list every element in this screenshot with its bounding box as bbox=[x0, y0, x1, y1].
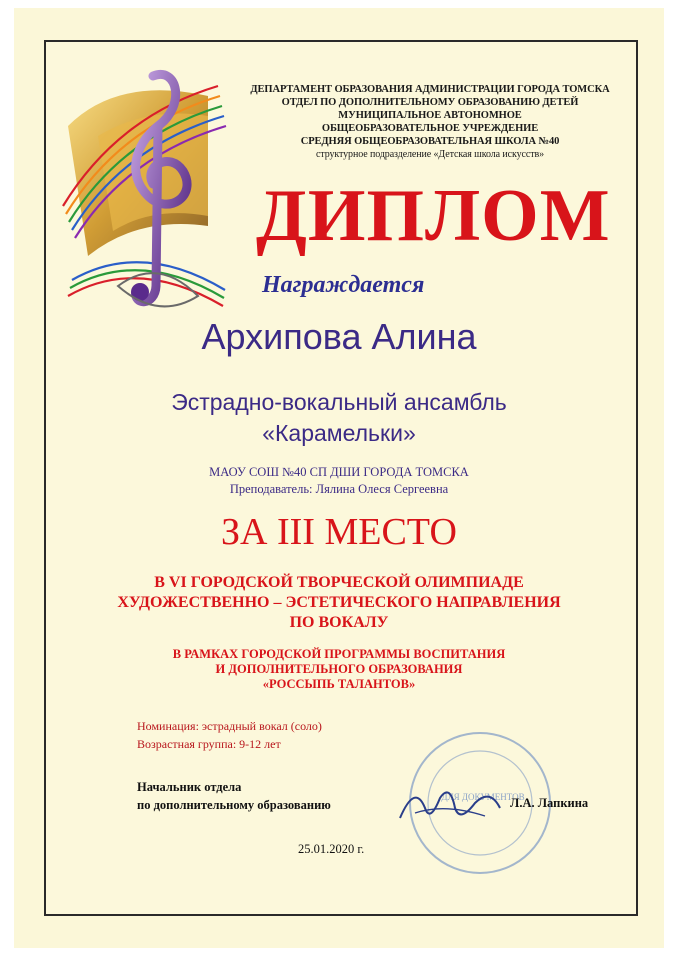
issuing-organization bbox=[230, 83, 630, 161]
program-line: В РАМКАХ ГОРОДСКОЙ ПРОГРАММЫ ВОСПИТАНИЯ bbox=[172, 647, 506, 661]
signatory-position-line: Начальник отдела bbox=[137, 780, 242, 794]
signatory-position bbox=[137, 778, 331, 814]
olympiad-line: В VI ГОРОДСКОЙ ТВОРЧЕСКОЙ ОЛИМПИАДЕ bbox=[154, 574, 524, 591]
header-line: ОТДЕЛ ПО ДОПОЛНИТЕЛЬНОМУ ОБРАЗОВАНИЮ ДЕТЕЙ bbox=[281, 97, 579, 108]
ensemble-line: Эстрадно-вокальный ансамбль bbox=[171, 389, 507, 415]
issue-date: 25.01.2020 г. bbox=[298, 842, 365, 856]
header-subdivision: структурное подразделение «Детская школа искусств» bbox=[315, 149, 544, 160]
olympiad-title bbox=[0, 573, 678, 633]
recipient-name: Архипова Алина bbox=[201, 316, 477, 357]
program-title bbox=[0, 647, 678, 692]
school-info bbox=[0, 464, 678, 498]
diploma-title: ДИПЛОМ bbox=[256, 175, 611, 257]
program-line: И ДОПОЛНИТЕЛЬНОГО ОБРАЗОВАНИЯ bbox=[215, 662, 463, 676]
ensemble-name bbox=[0, 387, 678, 449]
place-awarded: ЗА III МЕСТО bbox=[221, 511, 457, 553]
treble-clef-logo bbox=[58, 56, 228, 326]
school-name: МАОУ СОШ №40 СП ДШИ ГОРОДА ТОМСКА bbox=[209, 465, 469, 479]
signatory-name: Л.А. Лапкина bbox=[510, 796, 589, 810]
stamp-text: ДЛЯ ДОКУМЕНТОВ bbox=[441, 792, 525, 802]
olympiad-line: ХУДОЖЕСТВЕННО – ЭСТЕТИЧЕСКОГО НАПРАВЛЕНИЯ bbox=[117, 594, 561, 611]
awarded-label: Награждается bbox=[262, 272, 425, 298]
program-line: «РОССЫПЬ ТАЛАНТОВ» bbox=[262, 677, 416, 691]
header-line: СРЕДНЯЯ ОБЩЕОБРАЗОВАТЕЛЬНАЯ ШКОЛА №40 bbox=[300, 136, 560, 147]
handwritten-signature bbox=[395, 778, 505, 828]
header-line: ОБЩЕОБРАЗОВАТЕЛЬНОЕ УЧРЕЖДЕНИЕ bbox=[321, 123, 539, 134]
olympiad-line: ПО ВОКАЛУ bbox=[289, 614, 389, 631]
age-group: Возрастная группа: 9-12 лет bbox=[137, 737, 281, 751]
ensemble-line: «Карамельки» bbox=[262, 420, 416, 446]
teacher-name: Преподаватель: Лялина Олеся Сергеевна bbox=[229, 482, 449, 496]
nomination-block bbox=[137, 717, 322, 753]
header-line: МУНИЦИПАЛЬНОЕ АВТОНОМНОЕ bbox=[338, 110, 522, 121]
nomination: Номинация: эстрадный вокал (соло) bbox=[137, 719, 322, 733]
signatory-position-line: по дополнительному образованию bbox=[137, 798, 331, 812]
header-line: ДЕПАРТАМЕНТ ОБРАЗОВАНИЯ АДМИНИСТРАЦИИ ГОРОДА ТОМСКА bbox=[250, 84, 610, 95]
